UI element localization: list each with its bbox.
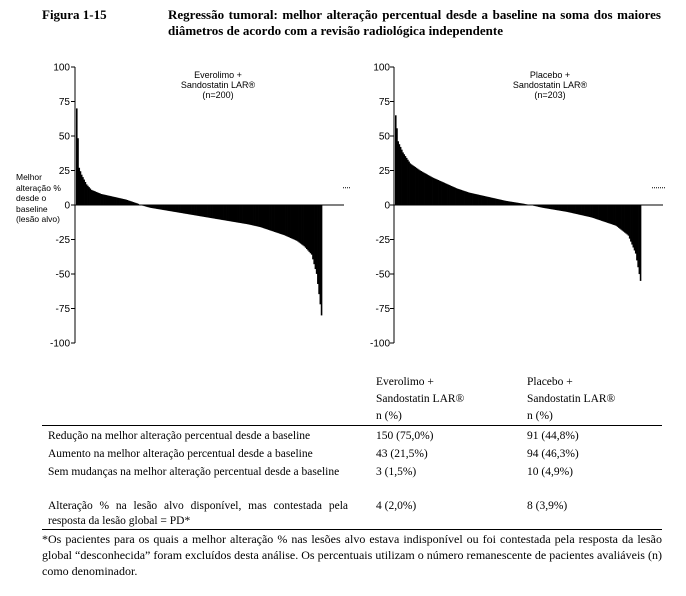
footnote: *Os pacientes para os quais a melhor alteração % nas lesões alvo estava indisponível ou foi contestada pela resposta da lesão global “desconhecida” foram excluídos desta análise. Os percentuais utilizam o número remanescente de pacientes avaliáveis (n) como denominador. bbox=[42, 532, 662, 578]
figure-title: Regressão tumoral: melhor alteração percentual desde a baseline na soma dos maiores diâmetros de acordo com a revisão radiológica independente bbox=[168, 7, 661, 38]
bar bbox=[321, 205, 323, 315]
chart-annotation-line: Placebo + bbox=[529, 70, 571, 80]
table-row: Sem mudanças na melhor alteração percentual desde a baseline bbox=[48, 466, 340, 478]
y-tick-label: 25 bbox=[378, 166, 390, 177]
waterfall-chart-everolimo bbox=[50, 63, 350, 350]
y-tick-label: 0 bbox=[64, 200, 70, 212]
table-cell: 8 (3,9%) bbox=[527, 500, 568, 512]
y-tick-label: 50 bbox=[378, 131, 390, 143]
table-cell: 91 (44,8%) bbox=[527, 430, 579, 442]
table-row: Redução na melhor alteração percentual desde a baseline bbox=[48, 430, 311, 442]
table-cell: 10 (4,9%) bbox=[527, 466, 573, 478]
y-axis-label-line: baseline bbox=[16, 203, 48, 214]
table-cell: 3 (1,5%) bbox=[376, 466, 417, 478]
y-tick-label: 100 bbox=[373, 62, 390, 74]
table-divider bbox=[42, 425, 662, 426]
y-axis-label-line: Melhor bbox=[16, 172, 42, 182]
table-col2-header-line: n (%) bbox=[527, 410, 553, 422]
chart-annotation-line: Sandostatin LAR® bbox=[180, 80, 256, 90]
table-cell: 94 (46,3%) bbox=[527, 448, 579, 460]
y-axis-label-line: alteração % bbox=[16, 182, 61, 193]
y-tick-label: 75 bbox=[378, 97, 390, 108]
y-tick-label: 25 bbox=[58, 166, 70, 177]
table-row: Alteração % na lesão alvo disponível, mas contestada pela resposta da lesão global = PD* bbox=[48, 500, 348, 527]
y-tick-label: -100 bbox=[369, 338, 390, 350]
y-tick-label: 0 bbox=[384, 200, 390, 212]
table-col1-header-line: Everolimo + bbox=[376, 376, 434, 388]
y-tick-label: 100 bbox=[53, 62, 70, 74]
table-col2-header-line: Placebo + bbox=[527, 376, 573, 388]
table-cell: 150 (75,0%) bbox=[376, 430, 434, 442]
y-tick-label: -75 bbox=[55, 304, 70, 315]
y-axis-label-line: desde o bbox=[16, 193, 47, 203]
table-col1-header-line: Sandostatin LAR® bbox=[376, 393, 465, 405]
y-tick-label: -25 bbox=[375, 235, 390, 246]
y-tick-label: -50 bbox=[55, 269, 70, 281]
chart-annotation-line: (n=203) bbox=[534, 90, 566, 100]
y-tick-label: -100 bbox=[49, 338, 70, 350]
figure-label: Figura 1-15 bbox=[42, 7, 107, 22]
table-col1-header-line: n (%) bbox=[376, 410, 402, 422]
table-col2-header bbox=[527, 374, 615, 425]
bar bbox=[640, 205, 642, 281]
chart-annotation-line: Everolimo + bbox=[194, 70, 242, 80]
y-tick-label: -25 bbox=[55, 235, 70, 246]
table-col1-header bbox=[376, 374, 464, 425]
y-tick-label: 75 bbox=[58, 97, 70, 108]
table-cell: 43 (21,5%) bbox=[376, 448, 428, 460]
chart-annotation-line: Sandostatin LAR® bbox=[512, 80, 588, 90]
y-tick-label: 50 bbox=[58, 131, 70, 143]
y-tick-label: -50 bbox=[375, 269, 390, 281]
table-col2-header-line: Sandostatin LAR® bbox=[527, 393, 616, 405]
bar bbox=[139, 204, 141, 205]
footnote-divider bbox=[42, 529, 662, 530]
table-cell: 4 (2,0%) bbox=[376, 500, 417, 512]
table-row: Aumento na melhor alteração percentual desde a baseline bbox=[48, 448, 313, 460]
y-axis-label-line: (lesão alvo) bbox=[16, 214, 60, 224]
waterfall-chart-placebo bbox=[370, 63, 665, 350]
y-tick-label: -75 bbox=[375, 304, 390, 315]
chart-annotation-line: (n=200) bbox=[202, 90, 234, 100]
